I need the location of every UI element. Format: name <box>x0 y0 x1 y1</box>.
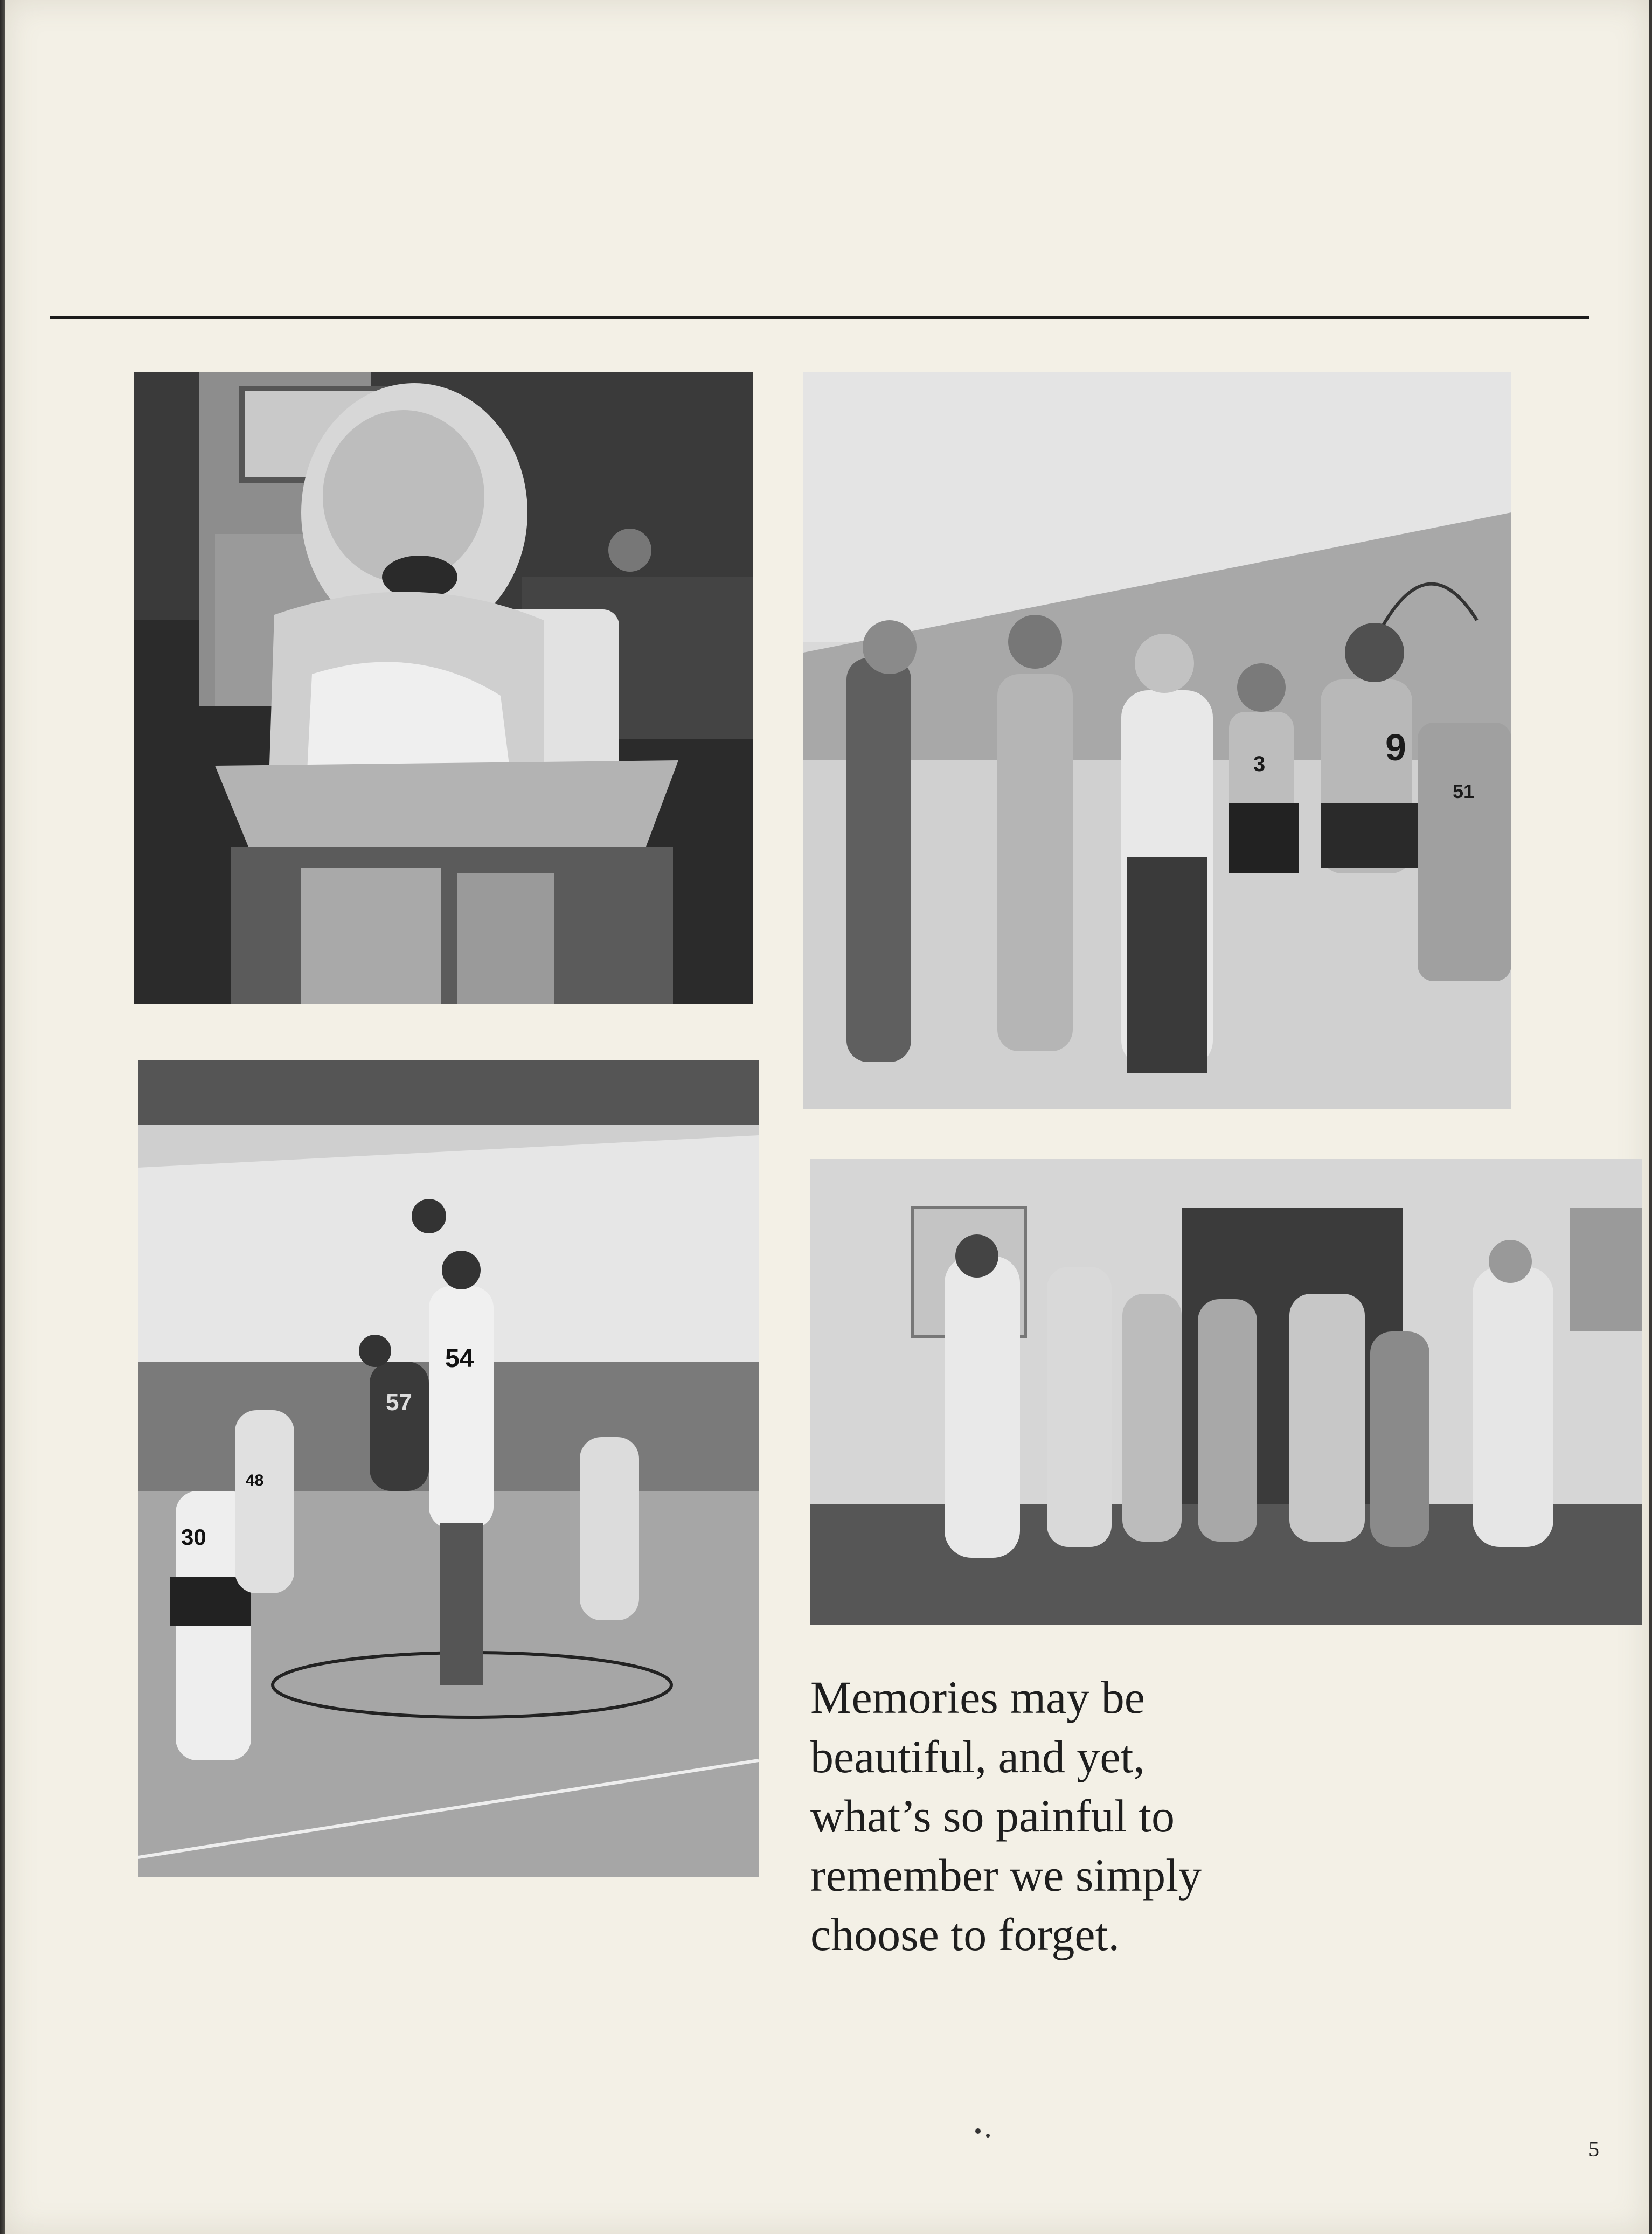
caption-line: beautiful, and yet, <box>810 1731 1145 1782</box>
jersey-number-57: 57 <box>386 1389 412 1416</box>
jersey-number-30: 30 <box>181 1524 206 1550</box>
team-coaches-photo <box>803 372 1511 1109</box>
caption-line: choose to forget. <box>810 1909 1120 1960</box>
caption-line: remember we simply <box>810 1849 1202 1901</box>
caption <box>810 1668 1511 1964</box>
dust-speck <box>986 2134 990 2138</box>
hallway-crowd-photo <box>810 1159 1642 1625</box>
header-rule <box>50 316 1589 319</box>
dust-speck <box>975 2128 981 2134</box>
jersey-number-54: 54 <box>445 1344 474 1373</box>
jersey-number-51: 51 <box>1453 780 1475 802</box>
caption-line: Memories may be <box>810 1671 1145 1723</box>
jersey-number-3: 3 <box>1253 752 1266 776</box>
jersey-number-48: 48 <box>246 1472 264 1489</box>
basketball-game-photo <box>138 1060 759 1877</box>
page-number: 5 <box>1588 2137 1599 2161</box>
jersey-number-9: 9 <box>1385 726 1406 768</box>
baby-highchair-photo <box>134 372 753 1004</box>
caption-line: what’s so painful to <box>810 1790 1175 1842</box>
